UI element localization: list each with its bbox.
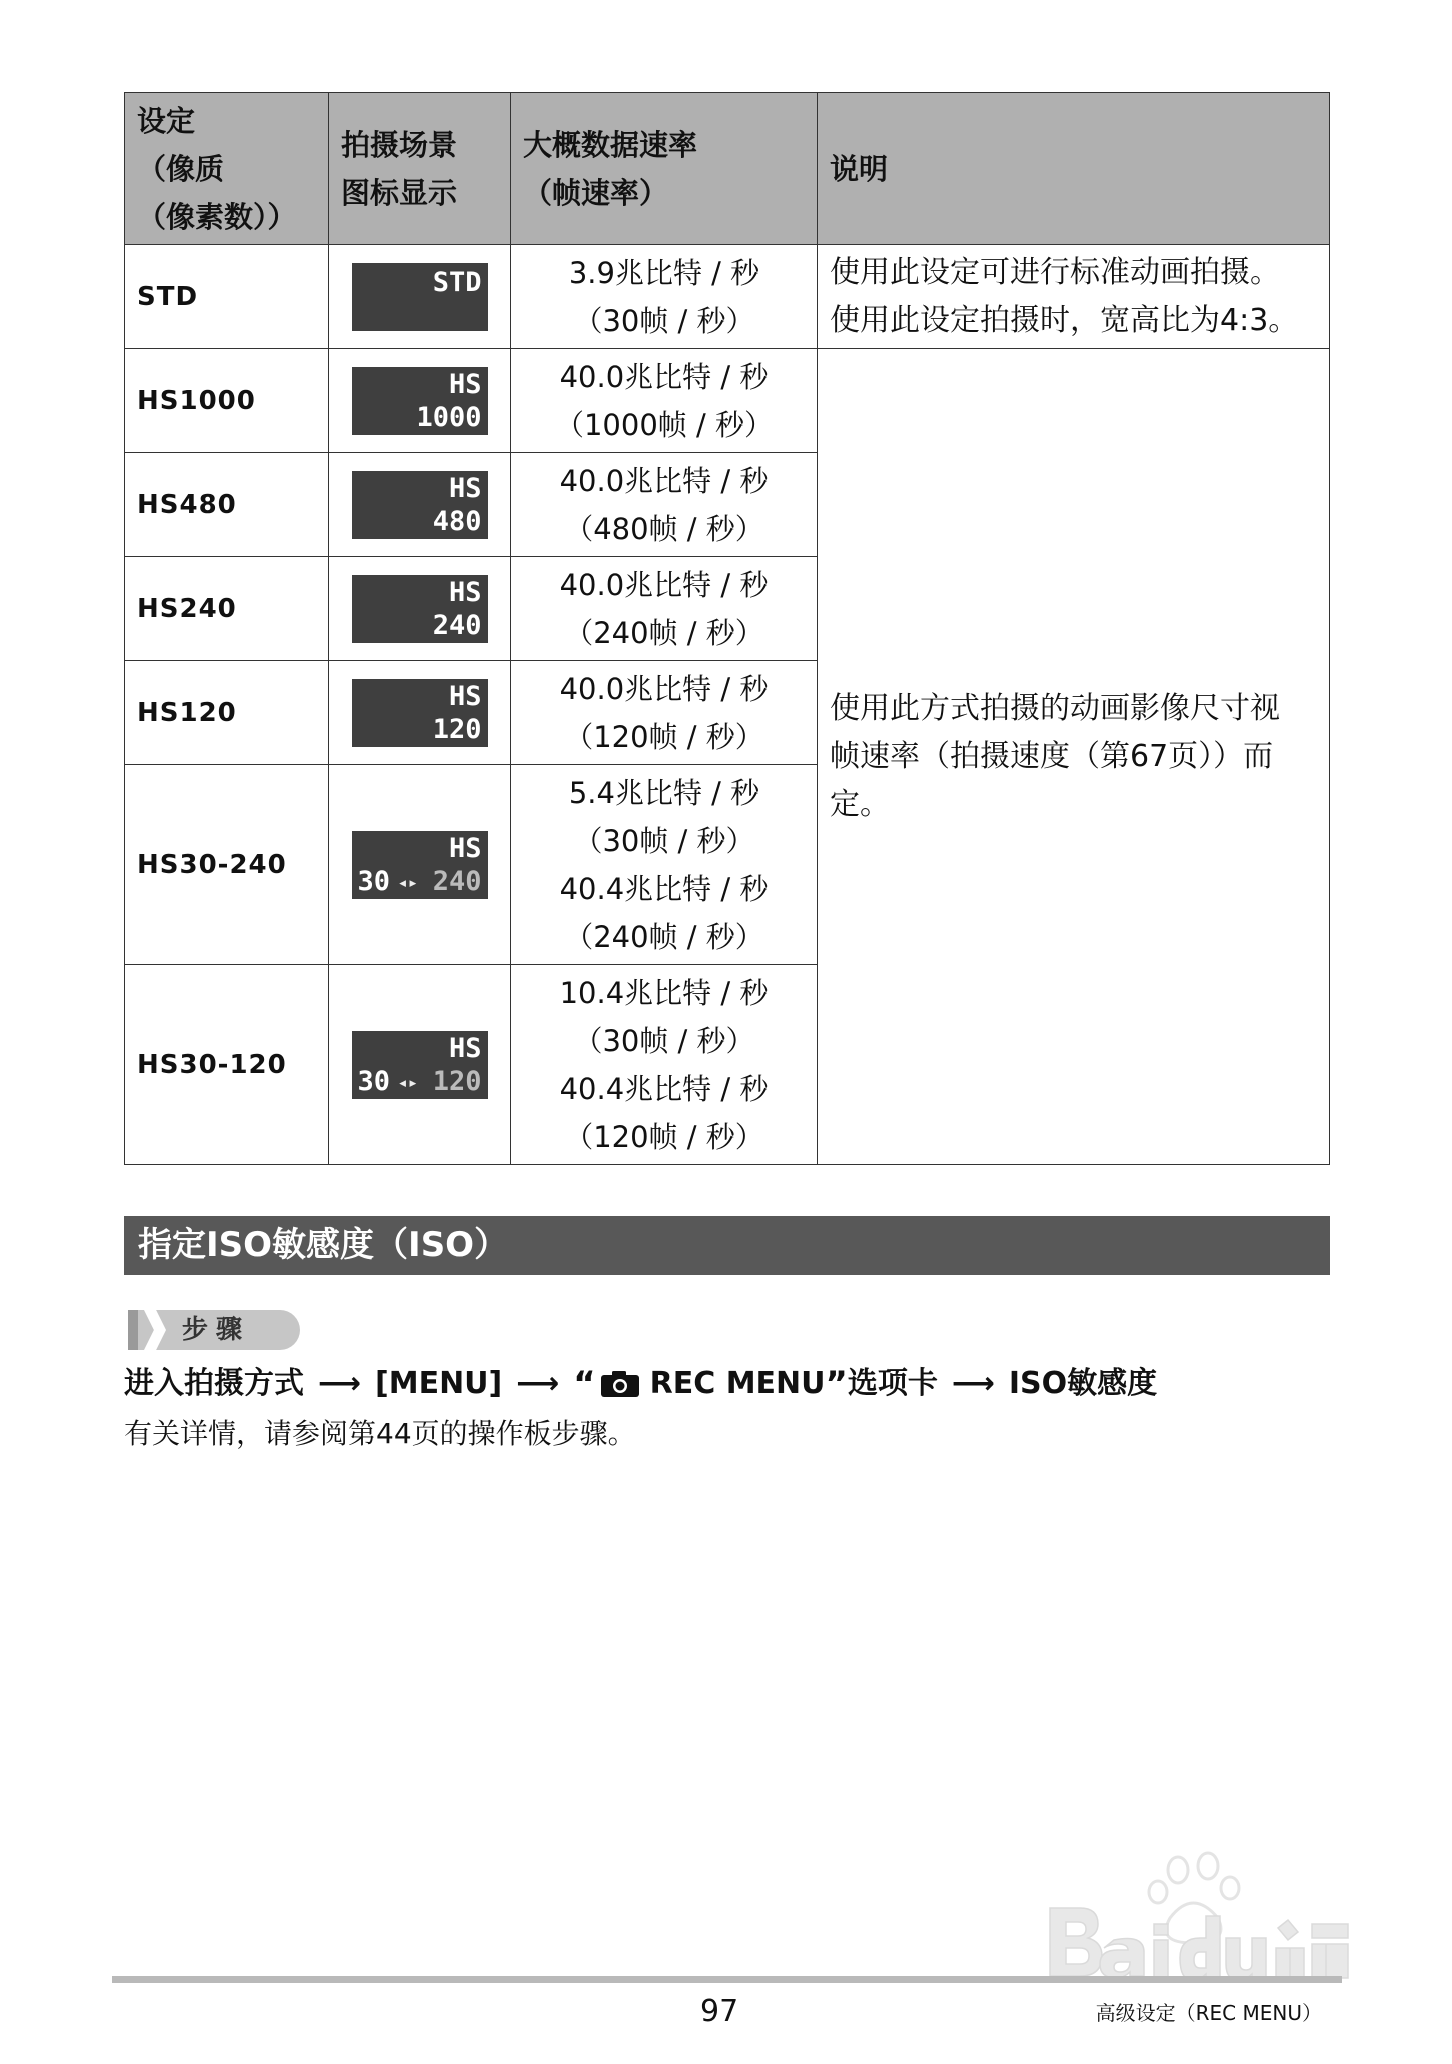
table-header-row bbox=[125, 93, 1330, 245]
video-quality-table bbox=[124, 92, 1330, 1165]
steps-badge: 步骤 bbox=[128, 1310, 300, 1350]
data-rate: 5.4兆比特 / 秒 （30帧 / 秒） 40.4兆比特 / 秒 （240帧 / 秒） bbox=[511, 765, 818, 965]
arrow-right-icon: ⟶ bbox=[951, 1366, 995, 1401]
procedure-step-shooting-mode: 进入拍摄方式 bbox=[124, 1366, 304, 1401]
procedure-note: 有关详情，请参阅第44页的操作板步骤。 bbox=[124, 1417, 636, 1450]
data-rate: 40.0兆比特 / 秒 （240帧 / 秒） bbox=[511, 557, 818, 661]
procedure-line bbox=[124, 1362, 1157, 1406]
hs30-240-scene-icon: HS 30 ◂▸ 240 bbox=[352, 831, 488, 899]
header-description: 说明 bbox=[818, 93, 1330, 245]
setting-label: HS30-120 bbox=[125, 965, 329, 1165]
baidu-jingyan-watermark-icon bbox=[1030, 1848, 1360, 2008]
header-data-rate: 大概数据速率 （帧速率） bbox=[511, 93, 818, 245]
range-arrows-icon: ◂▸ bbox=[397, 1072, 418, 1093]
procedure-step-menu: [MENU] bbox=[375, 1366, 503, 1401]
arrow-right-icon: ⟶ bbox=[318, 1366, 362, 1401]
hs240-scene-icon: HS 240 bbox=[352, 575, 488, 643]
footer-divider bbox=[112, 1976, 1342, 1983]
footer-caption: 高级设定（REC MENU） bbox=[1095, 2001, 1322, 2025]
close-quote: ” bbox=[825, 1364, 848, 1404]
setting-label: HS1000 bbox=[125, 349, 329, 453]
section-title-iso: 指定ISO敏感度（ISO） bbox=[124, 1216, 1330, 1275]
hs30-120-scene-icon: HS 30 ◂▸ 120 bbox=[352, 1031, 488, 1099]
data-rate: 40.0兆比特 / 秒 （1000帧 / 秒） bbox=[511, 349, 818, 453]
setting-label: STD bbox=[125, 245, 329, 349]
setting-label: HS480 bbox=[125, 453, 329, 557]
procedure-step-iso: ISO敏感度 bbox=[1008, 1366, 1158, 1401]
chevron-right-icon bbox=[144, 1310, 166, 1350]
table-row bbox=[125, 349, 1330, 453]
arrow-right-icon: ⟶ bbox=[516, 1366, 560, 1401]
data-rate: 10.4兆比特 / 秒 （30帧 / 秒） 40.4兆比特 / 秒 （120帧 / 秒） bbox=[511, 965, 818, 1165]
data-rate: 3.9兆比特 / 秒 （30帧 / 秒） bbox=[511, 245, 818, 349]
range-arrows-icon: ◂▸ bbox=[397, 872, 418, 893]
table-row bbox=[125, 245, 1330, 349]
std-scene-icon: STD bbox=[352, 263, 488, 331]
setting-label: HS120 bbox=[125, 661, 329, 765]
setting-label: HS240 bbox=[125, 557, 329, 661]
procedure-step-tab: 选项卡 bbox=[847, 1366, 938, 1401]
data-rate: 40.0兆比特 / 秒 （120帧 / 秒） bbox=[511, 661, 818, 765]
steps-bar-icon bbox=[128, 1310, 138, 1350]
camera-icon bbox=[600, 1370, 640, 1398]
description-std: 使用此设定可进行标准动画拍摄。 使用此设定拍摄时，宽高比为4:3。 bbox=[818, 245, 1330, 349]
hs1000-scene-icon: HS 1000 bbox=[352, 367, 488, 435]
hs480-scene-icon: HS 480 bbox=[352, 471, 488, 539]
header-scene-icon: 拍摄场景 图标显示 bbox=[329, 93, 511, 245]
setting-label: HS30-240 bbox=[125, 765, 329, 965]
data-rate: 40.0兆比特 / 秒 （480帧 / 秒） bbox=[511, 453, 818, 557]
header-setting: 设定 （像质 （像素数）） bbox=[125, 93, 329, 245]
description-hs: 使用此方式拍摄的动画影像尺寸视 帧速率（拍摄速度（第67页））而 定。 bbox=[818, 349, 1330, 1165]
procedure-step-rec-menu: REC MENU bbox=[649, 1366, 826, 1401]
open-quote: “ bbox=[573, 1364, 596, 1404]
hs120-scene-icon: HS 120 bbox=[352, 679, 488, 747]
page-number: 97 bbox=[700, 1994, 739, 2029]
